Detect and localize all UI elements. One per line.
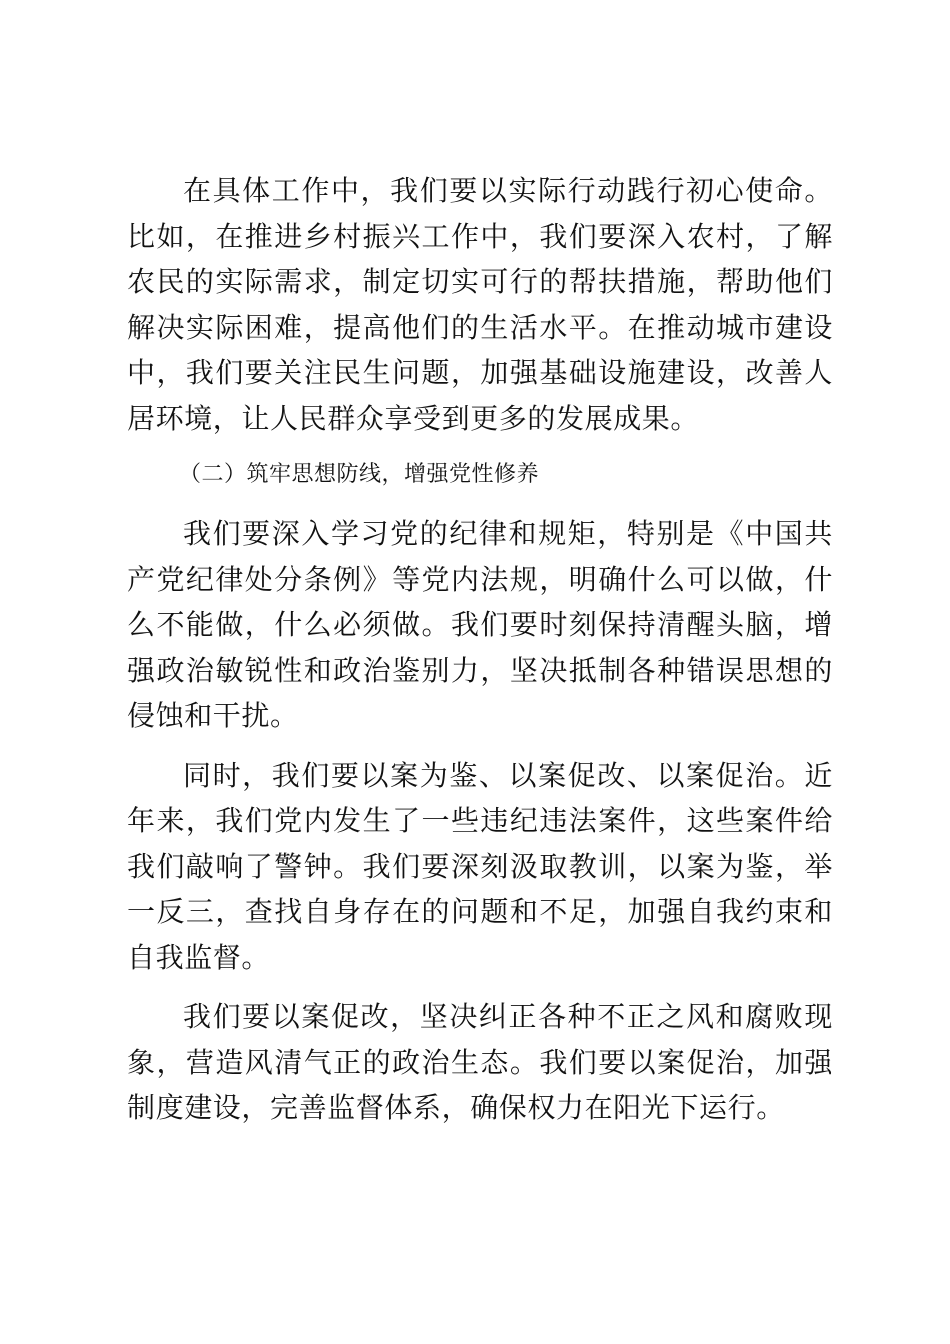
paragraph-discipline-study: 我们要深入学习党的纪律和规矩，特别是《中国共产党纪律处分条例》等党内法规，明确什么可以做，什么不能做，什么必须做。我们要时刻保持清醒头脑，增强政治敏锐性和政治鉴别力，坚决抵制各种错误思想的侵蚀和干扰。: [127, 517, 833, 732]
section-heading: （二）筑牢思想防线，增强党性修养: [179, 462, 540, 487]
paragraph-case-lessons: 同时，我们要以案为鉴、以案促改、以案促治。近年来，我们党内发生了一些违纪违法案件，这些案件给我们敲响了警钟。我们要深刻汲取教训，以案为鉴，举一反三，查找自身存在的问题和不足，加强自我约束和自我监督。: [127, 758, 833, 974]
document-body: [127, 168, 833, 1145]
paragraph-case-reform: 我们要以案促改，坚决纠正各种不正之风和腐败现象，营造风清气正的政治生态。我们要以案促治，加强制度建设，完善监督体系，确保权力在阳光下运行。: [127, 1000, 833, 1124]
paragraph-practice-mission: 在具体工作中，我们要以实际行动践行初心使命。比如，在推进乡村振兴工作中，我们要深入农村，了解农民的实际需求，制定切实可行的帮扶措施，帮助他们解决实际困难，提高他们的生活水平。在推动城市建设中，我们要关注民生问题，加强基础设施建设，改善人居环境，让人民群众享受到更多的发展成果。: [127, 174, 833, 435]
